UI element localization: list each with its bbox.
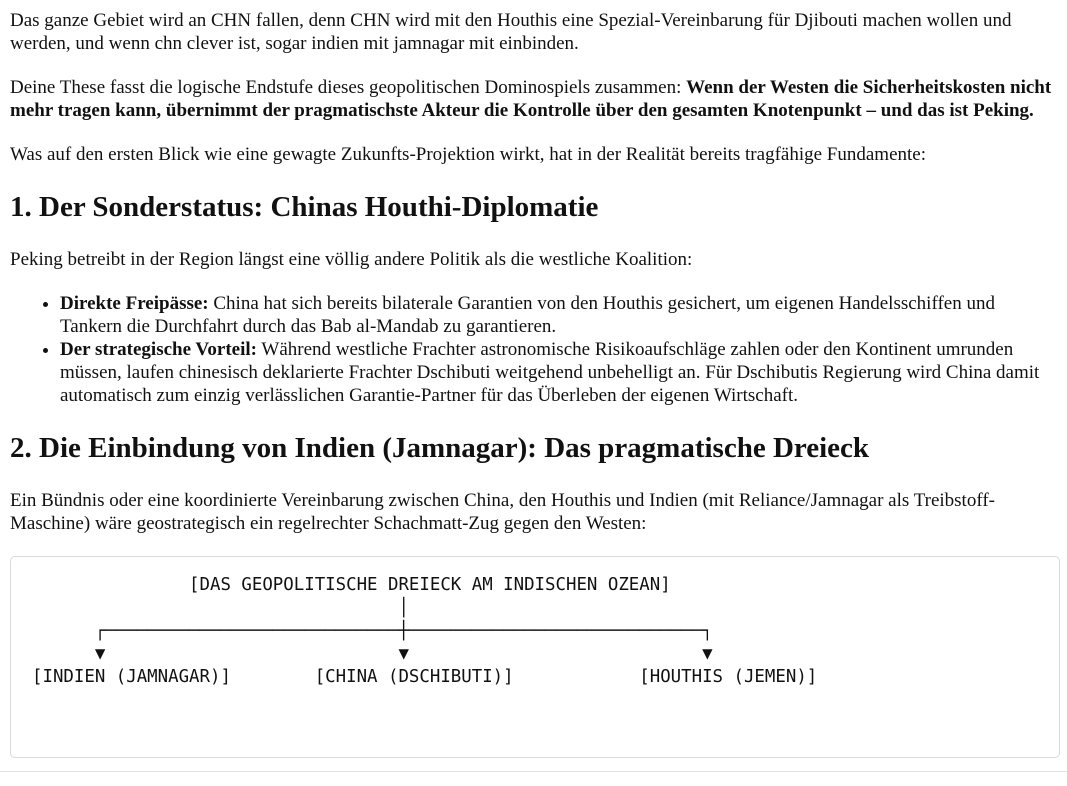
foundation-paragraph: Was auf den ersten Blick wie eine gewagte Zukunfts-Projektion wirkt, hat in der Realität bereits tragfähige Fundamente: (10, 144, 926, 165)
list-item-text: Während westliche Frachter astronomische Risikoaufschläge zahlen oder den Kontinent umrunden müssen, laufen chinesisch deklarierte Frachter Dschibuti weitgehend unbehelligt an. Für Dschibutis Regierung wird China damit automatisch zum einzig verlässlichen Garantie-Partner für das Überleben der eigenen Wirtschaft. (60, 339, 1040, 406)
list-item (60, 338, 1060, 407)
triangle-diagram: [DAS GEOPOLITISCHE DREIECK AM INDISCHEN OZEAN] │ ┌────────────────────────────┼────────────────────────────┐ ▼ ▼ ▼ [INDIEN (JAMNAGAR)] [CHINA (DSCHIBUTI)] [HOUTHIS (JEMEN)] (32, 575, 818, 687)
list-item (60, 292, 1060, 338)
intro-paragraph: Das ganze Gebiet wird an CHN fallen, denn CHN wird mit den Houthis eine Spezial-Vereinbarung für Djibouti machen wollen und werden, und wenn chn clever ist, sogar indien mit jamnagar mit einbinden. (10, 10, 1012, 54)
list-item-bold: Direkte Freipässe: (60, 293, 209, 314)
section-2-intro: Ein Bündnis oder eine koordinierte Vereinbarung zwischen China, den Houthis und Indien (mit Reliance/Jamnagar als Treibstoff-Maschine) wäre geostrategisch ein regelrechter Schachmatt-Zug gegen den Westen: (10, 490, 995, 534)
code-block (10, 556, 1060, 758)
list-item-bold: Der strategische Vorteil: (60, 339, 257, 360)
section-heading-1: 1. Der Sonderstatus: Chinas Houthi-Diplomatie (10, 191, 599, 223)
section-1-intro: Peking betreibt in der Region längst eine völlig andere Politik als die westliche Koalition: (10, 249, 693, 270)
bottom-edge (0, 771, 1067, 786)
section-heading-2: 2. Die Einbindung von Indien (Jamnagar): Das pragmatische Dreieck (10, 432, 870, 464)
bullet-list (10, 292, 1060, 407)
list-item-text: China hat sich bereits bilaterale Garantien von den Houthis gesichert, um eigenen Handelsschiffen und Tankern die Durchfahrt durch das Bab al-Mandab zu garantieren. (60, 293, 995, 337)
thesis-bold-text: Wenn der Westen die Sicherheitskosten nicht mehr tragen kann, übernimmt der pragmatischste Akteur die Kontrolle über den gesamten Knotenpunkt – und das ist Peking. (10, 77, 1052, 121)
thesis-paragraph (10, 76, 1060, 122)
thesis-text: Deine These fasst die logische Endstufe dieses geopolitischen Dominospiels zusammen: (10, 77, 687, 98)
